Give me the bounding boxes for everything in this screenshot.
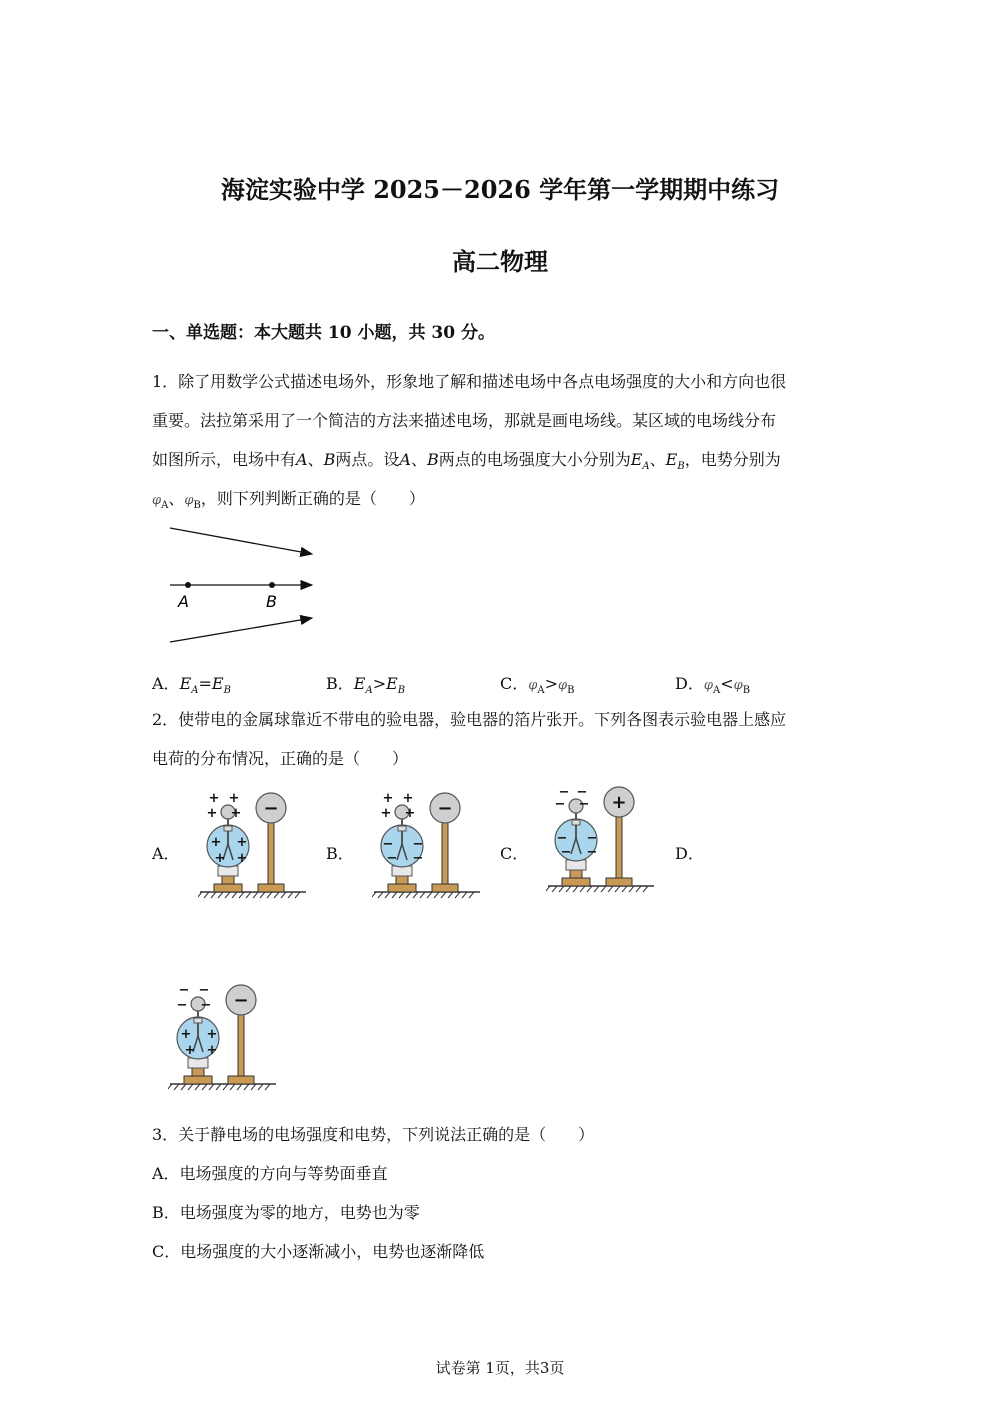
ball-charge-sign: + (230, 806, 242, 821)
ground-hatch (580, 886, 585, 892)
electroscope-stand (222, 876, 234, 884)
ball-charge-sign: − (578, 797, 590, 812)
ball-charge-sign: + (380, 806, 392, 821)
point-b (269, 582, 275, 588)
jar-charge-sign: − (412, 837, 424, 852)
ground-hatch (413, 892, 418, 898)
ball-charge-sign: + (208, 791, 220, 806)
charged-body-base (432, 884, 458, 892)
page-footer: 试卷第 1页，共3页 (435, 1359, 565, 1377)
q3-stem: 3．关于静电场的电场强度和电势，下列说法正确的是（ ） (152, 1125, 595, 1144)
q1-option-d[interactable]: D．$\varphi_A<\varphi_B$ (675, 674, 751, 697)
ground-hatch (267, 892, 272, 898)
jar-charge-sign: − (412, 851, 424, 866)
electroscope-base (388, 884, 416, 892)
ground-hatch (399, 892, 404, 898)
ground-hatch (265, 1084, 270, 1090)
ground-hatch (420, 892, 425, 898)
ground-hatch (601, 886, 606, 892)
ball-charge-sign: − (558, 785, 570, 800)
ground-hatch (168, 1084, 172, 1090)
ground-hatch (202, 1084, 207, 1090)
q2-figure-a[interactable] (198, 788, 310, 904)
ball-charge-sign: − (200, 998, 212, 1013)
ground-hatch (281, 892, 286, 898)
q2-line-1: 2．使带电的金属球靠近不带电的验电器，验电器的箔片张开。下列各图表示验电器上感应 (152, 710, 787, 729)
q2-figure-d[interactable] (168, 980, 280, 1096)
jar-charge-sign: + (206, 1043, 218, 1058)
ground-hatch (237, 1084, 242, 1090)
ground-hatch (244, 1084, 249, 1090)
electroscope-stopper (224, 826, 232, 831)
ground-hatch (552, 886, 557, 892)
ground-hatch (587, 886, 592, 892)
ground-hatch (239, 892, 244, 898)
charged-body-rod (616, 814, 622, 878)
field-line-top (170, 528, 312, 554)
jar-charge-sign: − (556, 831, 568, 846)
ground-hatch (629, 886, 634, 892)
jar-charge-sign: + (214, 851, 226, 866)
point-a (185, 582, 191, 588)
charged-body-rod (238, 1012, 244, 1076)
q1-option-b[interactable]: B．$E_A>E_B$ (326, 674, 406, 697)
ground-hatch (608, 886, 613, 892)
ground-hatch (211, 892, 216, 898)
ground-hatch (216, 1084, 221, 1090)
jar-charge-sign: + (180, 1027, 192, 1042)
ground-hatch (441, 892, 446, 898)
ground-hatch (198, 892, 202, 898)
q1-line-1: 1．除了用数学公式描述电场外，形象地了解和描述电场中各点电场强度的大小和方向也很 (152, 372, 787, 391)
q2-option-d-label[interactable]: D． (675, 844, 704, 863)
ground-hatch (615, 886, 620, 892)
q2-figure-c[interactable] (546, 782, 658, 898)
q3-option-a[interactable]: A．电场强度的方向与等势面垂直 (152, 1164, 388, 1183)
ball-charge-sign: + (206, 806, 218, 821)
q3-option-b[interactable]: B．电场强度为零的地方，电势也为零 (152, 1203, 420, 1222)
q1-line-3: 如图所示，电场中有A、B两点。设A、B两点的电场强度大小分别为$E_A$、$E_B$，电势分别为 (152, 450, 781, 473)
charged-body-rod (268, 820, 274, 884)
ground-hatch (372, 892, 376, 898)
ground-hatch (448, 892, 453, 898)
ground-hatch (251, 1084, 256, 1090)
jar-charge-sign: + (184, 1043, 196, 1058)
charged-sphere-sign: − (263, 798, 279, 819)
jar-charge-sign: − (386, 851, 398, 866)
ball-charge-sign: − (176, 998, 188, 1013)
q1-line-4: $\varphi_A$、$\varphi_B$，则下列判断正确的是（ ） (152, 489, 425, 512)
ground-hatch (385, 892, 390, 898)
q1-option-c[interactable]: C．$\varphi_A>\varphi_B$ (500, 674, 575, 697)
ground-hatch (274, 892, 279, 898)
charged-sphere-sign: − (437, 798, 453, 819)
ground-hatch (253, 892, 258, 898)
electroscope-stand (396, 876, 408, 884)
q1-option-a[interactable]: A．$E_A=E_B$ (152, 674, 231, 697)
jar-charge-sign: + (210, 835, 222, 850)
ground-hatch (295, 892, 300, 898)
charged-body-rod (442, 820, 448, 884)
ground-hatch (594, 886, 599, 892)
ball-charge-sign: − (198, 983, 210, 998)
subject-title: 高二物理 (452, 247, 548, 276)
q2-option-a-label[interactable]: A． (152, 844, 180, 863)
electroscope-stopper (398, 826, 406, 831)
ground-hatch (455, 892, 460, 898)
ground-hatch (392, 892, 397, 898)
electroscope-stopper (194, 1018, 202, 1023)
electroscope-stand (570, 870, 582, 878)
jar-charge-sign: − (560, 845, 572, 860)
electroscope-base (184, 1076, 212, 1084)
ground-hatch (225, 892, 230, 898)
electroscope-base (562, 878, 590, 886)
ground-hatch (636, 886, 641, 892)
electroscope-base (214, 884, 242, 892)
ground-hatch (643, 886, 648, 892)
ground-hatch (434, 892, 439, 898)
ball-charge-sign: − (554, 797, 566, 812)
exam-title: 海淀实验中学 2025－2026 学年第一学期期中练习 (220, 175, 780, 204)
ground-hatch (573, 886, 578, 892)
section-heading: 一、单选题：本大题共 10 小题，共 30 分。 (152, 323, 495, 343)
charged-body-base (258, 884, 284, 892)
q2-figure-b[interactable] (372, 788, 484, 904)
ground-hatch (559, 886, 564, 892)
ball-charge-sign: − (178, 983, 190, 998)
ground-hatch (406, 892, 411, 898)
ground-hatch (378, 892, 383, 898)
ground-hatch (188, 1084, 193, 1090)
ground-hatch (204, 892, 209, 898)
electroscope-stopper (572, 820, 580, 825)
charged-body-base (228, 1076, 254, 1084)
ground-hatch (622, 886, 627, 892)
ground-hatch (258, 1084, 263, 1090)
ball-charge-sign: + (382, 791, 394, 806)
ground-hatch (218, 892, 223, 898)
jar-charge-sign: + (236, 851, 248, 866)
ground-hatch (462, 892, 467, 898)
ground-hatch (195, 1084, 200, 1090)
jar-charge-sign: − (586, 845, 598, 860)
ball-charge-sign: + (402, 791, 414, 806)
ground-hatch (223, 1084, 228, 1090)
field-lines-diagram (162, 520, 332, 650)
q2-line-2: 电荷的分布情况，正确的是（ ） (152, 749, 409, 768)
jar-charge-sign: − (382, 837, 394, 852)
charged-body-base (606, 878, 632, 886)
ground-hatch (209, 1084, 214, 1090)
ground-hatch (288, 892, 293, 898)
ball-charge-sign: + (228, 791, 240, 806)
q2-option-b-label[interactable]: B． (326, 844, 354, 863)
electroscope-stand (192, 1068, 204, 1076)
jar-charge-sign: + (236, 835, 248, 850)
jar-charge-sign: + (206, 1027, 218, 1042)
ground-hatch (260, 892, 265, 898)
charged-sphere-sign: + (611, 792, 627, 813)
field-line-bottom (170, 618, 312, 642)
q2-option-c-label[interactable]: C． (500, 844, 529, 863)
ground-hatch (230, 1084, 235, 1090)
ground-hatch (469, 892, 474, 898)
ground-hatch (427, 892, 432, 898)
ground-hatch (174, 1084, 179, 1090)
ground-hatch (546, 886, 550, 892)
ball-charge-sign: − (576, 785, 588, 800)
point-a-label: A (178, 592, 189, 611)
jar-charge-sign: − (586, 831, 598, 846)
q3-option-c[interactable]: C．电场强度的大小逐渐减小，电势也逐渐降低 (152, 1242, 485, 1261)
ground-hatch (566, 886, 571, 892)
ground-hatch (232, 892, 237, 898)
charged-sphere-sign: − (233, 990, 249, 1011)
q1-line-2: 重要。法拉第采用了一个简洁的方法来描述电场，那就是画电场线。某区域的电场线分布 (152, 411, 777, 430)
ground-hatch (246, 892, 251, 898)
ball-charge-sign: + (404, 806, 416, 821)
point-b-label: B (266, 592, 277, 611)
ground-hatch (181, 1084, 186, 1090)
